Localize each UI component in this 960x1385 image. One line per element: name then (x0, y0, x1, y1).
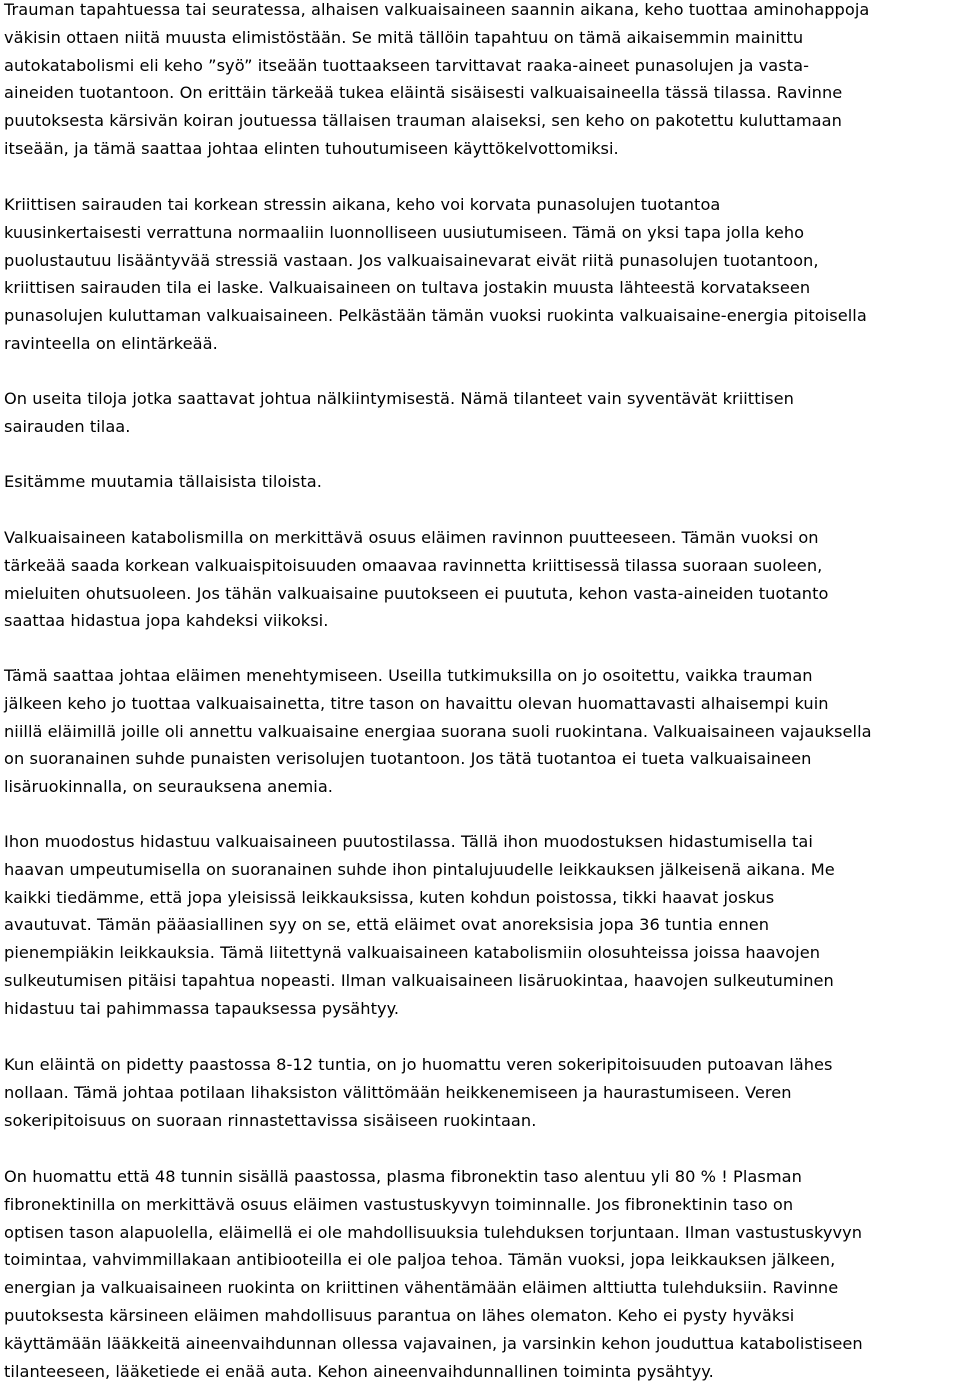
text-line: punasolujen kuluttaman valkuaisaineen. Pelkästään tämän vuoksi ruokinta valkuaisaine-energia pitoisella (4, 306, 867, 326)
text-line: puutoksesta kärsivän koiran joutuessa tällaisen trauman alaiseksi, sen keho on pakotettu kuluttamaan (4, 111, 842, 131)
text-line: nollaan. Tämä johtaa potilaan lihaksiston välittömään heikkenemiseen ja haurastumiseen. Veren (4, 1082, 792, 1102)
text-line: sairauden tilaa. (4, 416, 131, 436)
paragraph-anemia (4, 662, 872, 801)
text-line: avautuvat. Tämän pääasiallinen syy on se, että eläimet ovat anoreksisia jopa 36 tuntia ennen (4, 915, 770, 935)
text-line: sokeripitoisuus on suoraan rinnastettavissa sisäiseen ruokintaan. (4, 1110, 537, 1130)
paragraph-fibronectin (4, 1163, 863, 1385)
text-line: autokatabolismi eli keho ”syö” itseään tuottaakseen tarvittavat raaka-aineet punasolujen ja vasta- (4, 55, 810, 75)
text-line: fibronektinilla on merkittävä osuus eläimen vastustuskyvyn toiminnalle. Jos fibronektinin taso on (4, 1194, 794, 1214)
text-line: Valkuaisaineen katabolismilla on merkittävä osuus eläimen ravinnon puutteeseen. Tämän vuoksi on (4, 528, 819, 547)
text-line: kuusinkertaisesti verrattuna normaaliin luonnolliseen uusiutumiseen. Tämä on yksi tapa jolla keho (4, 222, 805, 242)
text-line: toimintaa, vahvimmillakaan antibiooteilla ei ole paljoa tehoa. Tämän vuoksi, jopa leikkauksen jälkeen, (4, 1250, 836, 1270)
paragraph-wound-healing (4, 828, 835, 1023)
text-line: tärkeää saada korkean valkuaispitoisuuden omaavaa ravinnetta kriittisessä tilassa suoraan suoleen, (4, 555, 823, 575)
text-line: on suoranainen suhde punaisten verisolujen tuotantoon. Jos tätä tuotantoa ei tueta valkuaisaineen (4, 749, 812, 769)
text-line: Ihon muodostus hidastuu valkuaisaineen puutostilassa. Tällä ihon muodostuksen hidastumisella tai (4, 832, 813, 851)
text-line: Trauman tapahtuessa tai seuratessa, alhaisen valkuaisaineen saannin aikana, keho tuottaa aminohappoja (4, 0, 870, 19)
text-line: Esitämme muutamia tällaisista tiloista. (4, 472, 322, 491)
text-line: aineiden tuotantoon. On erittäin tärkeää tukea eläintä sisäisesti valkuaisaineella tässä tilassa. Ravinne (4, 83, 843, 103)
text-line: hidastuu tai pahimmassa tapauksessa pysähtyy. (4, 998, 400, 1018)
text-line: tilanteeseen, lääketiede ei enää auta. Kehon aineenvaihdunnallinen toiminta pysähtyy. (4, 1361, 714, 1381)
paragraph-starvation-conditions (4, 385, 794, 441)
text-line: Kriittisen sairauden tai korkean stressin aikana, keho voi korvata punasolujen tuotantoa (4, 195, 721, 214)
text-line: pienempiäkin leikkauksia. Tämä liitettynä valkuaisaineen katabolismiin olosuhteissa joissa haavojen (4, 943, 821, 963)
text-line: mieluiten ohutsuoleen. Jos tähän valkuaisaine puutokseen ei puututa, kehon vasta-aineiden tuotanto (4, 583, 829, 603)
text-line: käyttämään lääkkeitä aineenvaihdunnan ollessa vajavainen, ja varsinkin kehon jouduttua katabolistiseen (4, 1333, 863, 1353)
paragraph-trauma-autocatabolism (4, 0, 869, 163)
paragraph-protein-catabolism (4, 524, 828, 635)
text-line: väkisin ottaen niitä muusta elimistöstään. Se mitä tällöin tapahtuu on tämä aikaisemmin mainittu (4, 27, 804, 47)
text-line: lisäruokinnalla, on seurauksena anemia. (4, 777, 333, 797)
paragraph-examples-intro (4, 468, 322, 496)
text-line: niillä eläimillä joille oli annettu valkuaisaine energiaa suorana suoli ruokintana. Valkuaisaineen vajauksella (4, 721, 872, 741)
text-line: sulkeutumisen pitäisi tapahtua nopeasti. Ilman valkuaisaineen lisäruokintaa, haavojen sulkeutuminen (4, 970, 834, 990)
text-line: energian ja valkuaisaineen ruokinta on kriittinen vähentämään eläimen alttiutta tulehduksiin. Ravinne (4, 1278, 839, 1298)
text-line: kaikki tiedämme, että jopa yleisissä leikkauksissa, kuten kohdun poistossa, tikki haavat joskus (4, 887, 775, 907)
text-line: ravinteella on elintärkeää. (4, 333, 218, 353)
text-line: Kun eläintä on pidetty paastossa 8-12 tuntia, on jo huomattu veren sokeripitoisuuden putoavan lähes (4, 1055, 833, 1074)
text-line: puutoksesta kärsineen eläimen mahdollisuus parantua on lähes olematon. Keho ei pysty hyväksi (4, 1305, 795, 1325)
text-line: puolustautuu lisääntyvää stressiä vastaan. Jos valkuaisainevarat eivät riitä punasolujen tuotantoon, (4, 250, 819, 270)
text-line: saattaa hidastua jopa kahdeksi viikoksi. (4, 611, 329, 631)
text-line: optisen tason alapuolella, eläimellä ei ole mahdollisuuksia tulehduksen torjuntaan. Ilman vastustuskyvyn (4, 1222, 863, 1242)
text-line: On huomattu että 48 tunnin sisällä paastossa, plasma fibronektin taso alentuu yli 80 % ! Plasman (4, 1167, 802, 1186)
paragraph-critical-illness (4, 191, 867, 358)
text-line: On useita tiloja jotka saattavat johtua nälkiintymisestä. Nämä tilanteet vain syventävät kriittisen (4, 389, 794, 408)
text-line: haavan umpeutumisella on suoranainen suhde ihon pintalujuudelle leikkauksen jälkeisenä aikana. Me (4, 859, 835, 879)
text-line: kriittisen sairauden tila ei laske. Valkuaisaineen on tultava jostakin muusta lähteestä korvatakseen (4, 278, 811, 298)
text-line: Tämä saattaa johtaa eläimen menehtymiseen. Useilla tutkimuksilla on jo osoitettu, vaikka trauman (4, 666, 813, 685)
paragraph-blood-sugar (4, 1051, 833, 1134)
text-line: itseään, ja tämä saattaa johtaa elinten tuhoutumiseen käyttökelvottomiksi. (4, 138, 619, 158)
text-line: jälkeen keho jo tuottaa valkuaisainetta, titre tason on havaittu olevan huomattavasti alhaisempi kuin (4, 693, 829, 713)
